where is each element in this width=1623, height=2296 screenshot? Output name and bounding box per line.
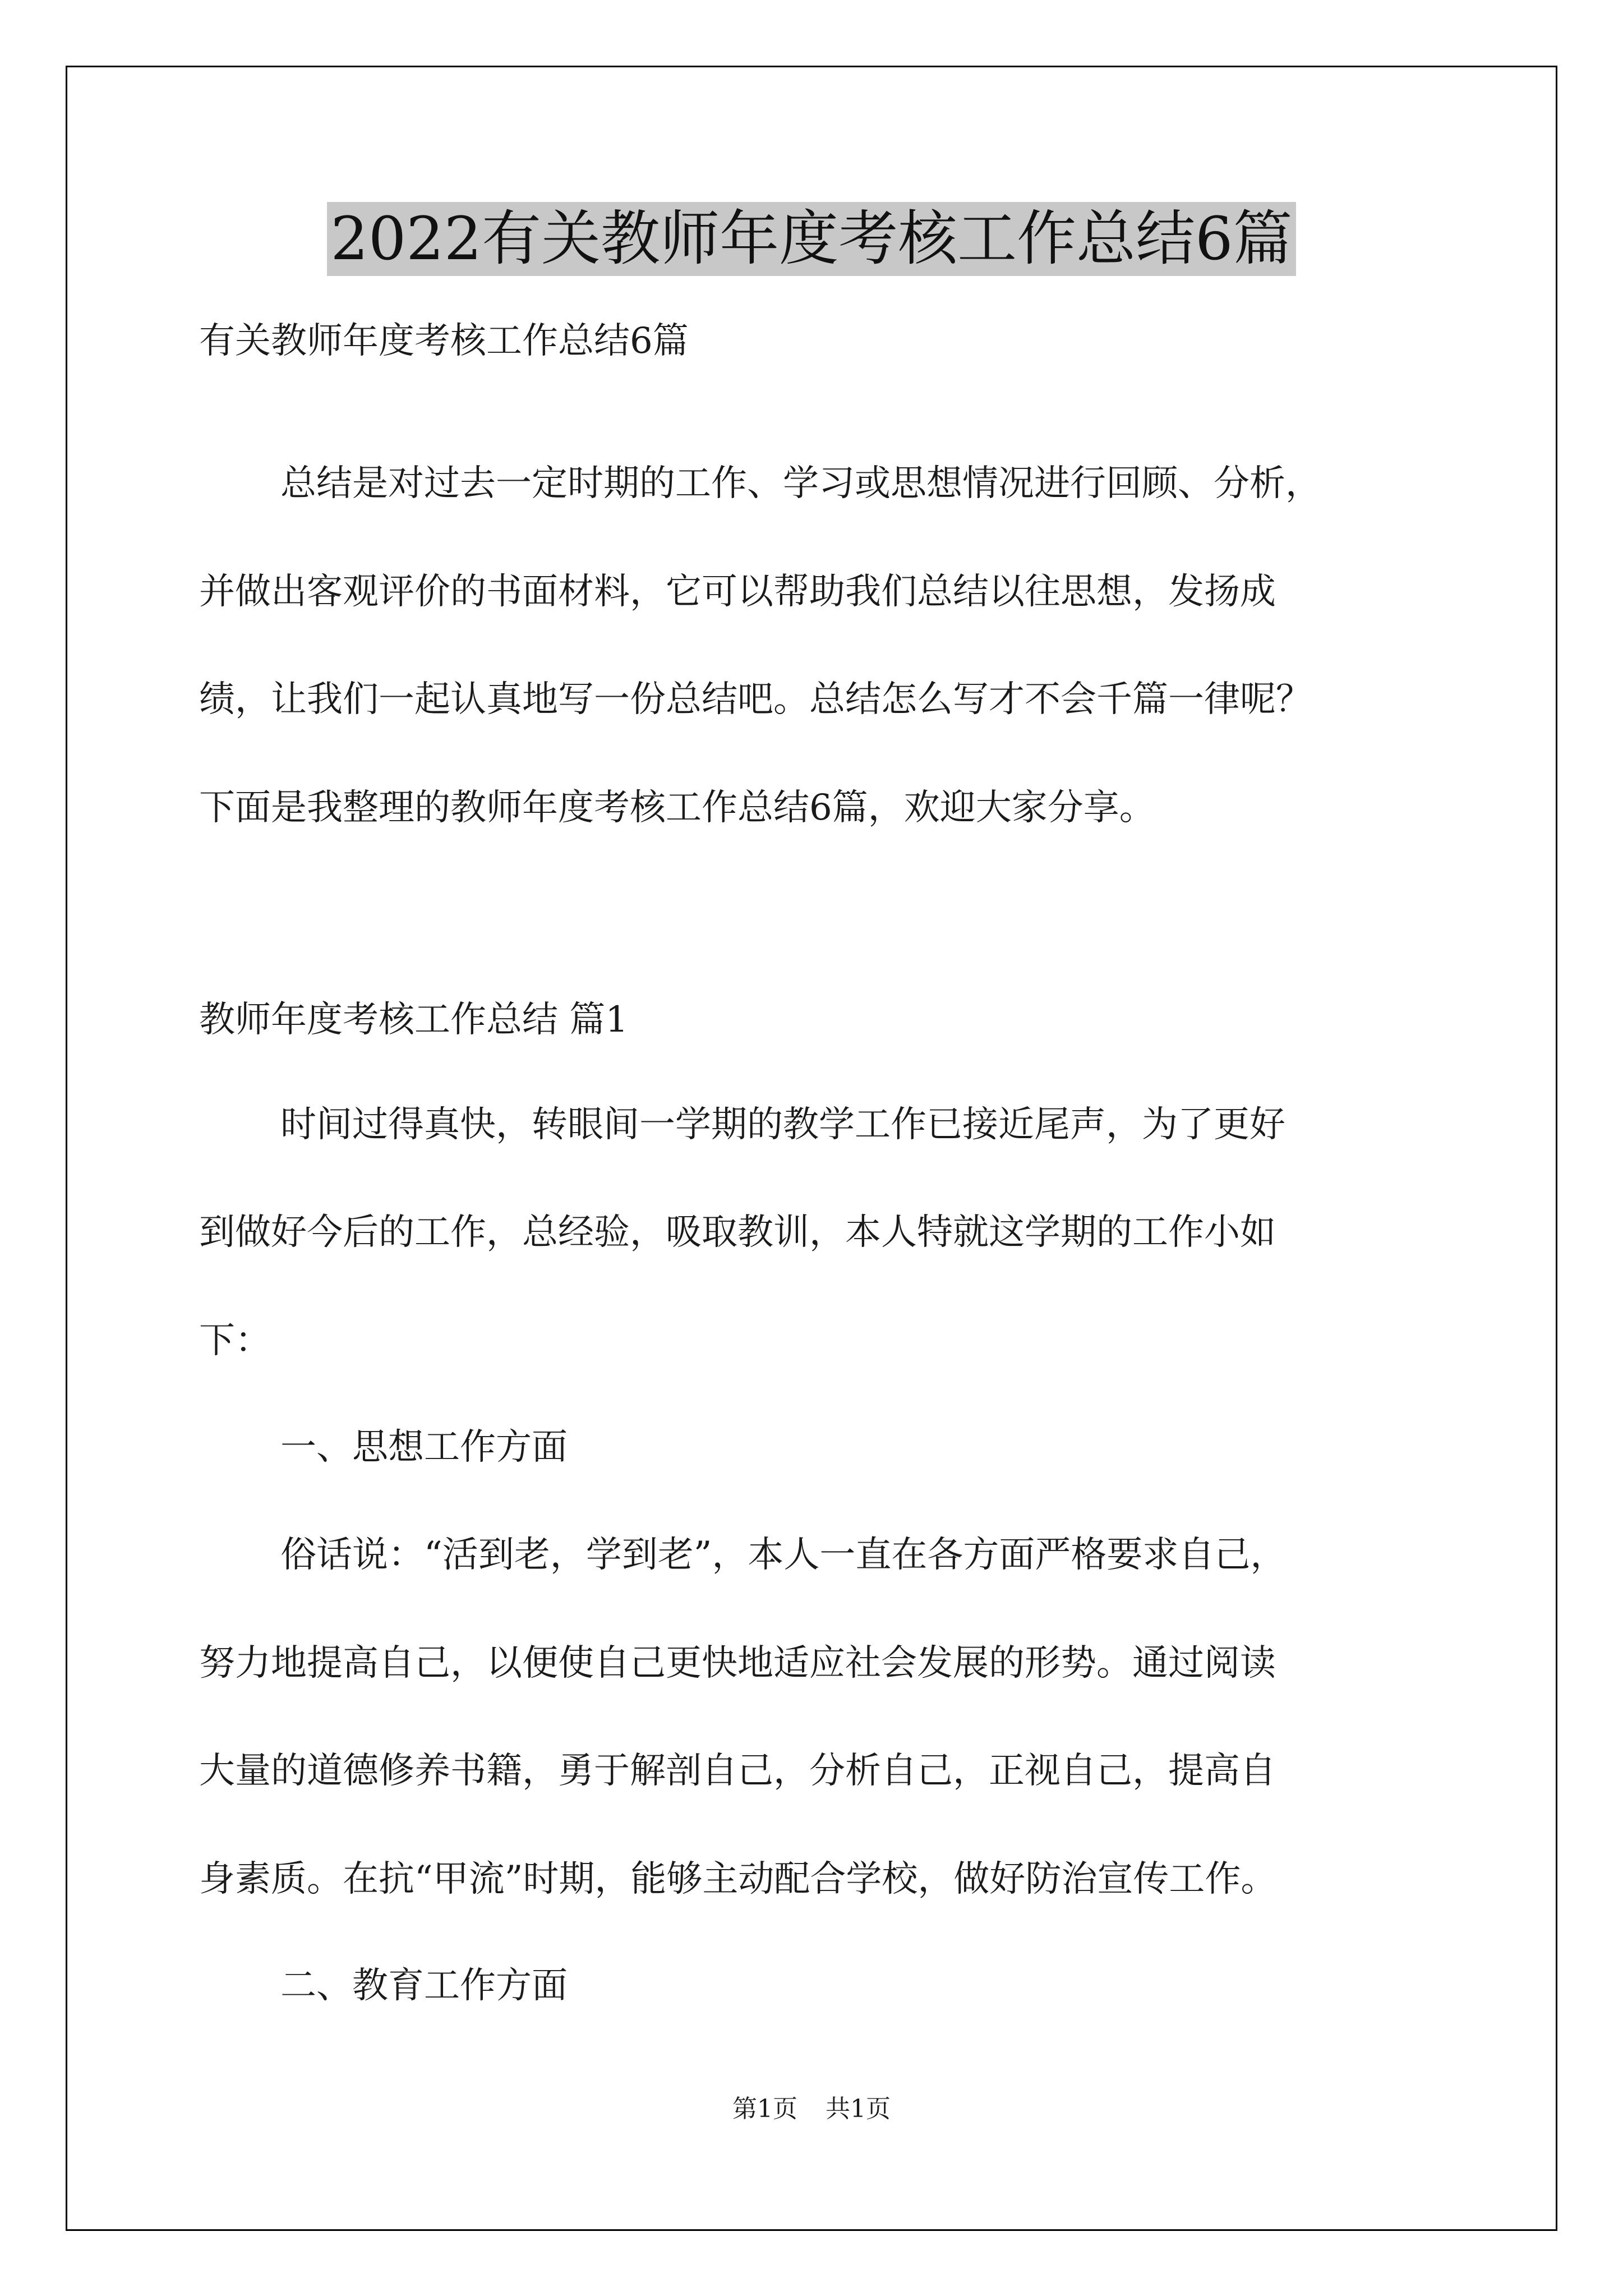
paragraph-line: 绩，让我们一起认真地写一份总结吧。总结怎么写才不会千篇一律呢？ [199, 679, 1312, 720]
page-border [66, 66, 1557, 2231]
paragraph-line: 下面是我整理的教师年度考核工作总结6篇，欢迎大家分享。 [199, 787, 1155, 829]
page-total: 共1页 [826, 2095, 891, 2123]
subheading: 二、教育工作方面 [280, 1965, 568, 2007]
paragraph-line: 时间过得真快，转眼间一学期的教学工作已接近尾声，为了更好 [280, 1104, 1285, 1145]
subtitle-line: 有关教师年度考核工作总结6篇 [199, 320, 689, 362]
paragraph-line: 大量的道德修养书籍，勇于解剖自己，分析自己，正视自己，提高自 [199, 1750, 1276, 1792]
paragraph-line: 下： [199, 1320, 271, 1361]
document-title: 2022有关教师年度考核工作总结6篇 [327, 202, 1295, 276]
paragraph-line: 到做好今后的工作，总经验，吸取教训，本人特就这学期的工作小如 [199, 1212, 1276, 1253]
section-heading: 教师年度考核工作总结 篇1 [199, 999, 629, 1041]
paragraph-line: 身素质。在抗“甲流”时期，能够主动配合学校，做好防治宣传工作。 [199, 1858, 1277, 1900]
paragraph-line: 俗话说：“活到老，学到老”，本人一直在各方面严格要求自己， [280, 1534, 1287, 1576]
title-container [0, 202, 1623, 276]
paragraph-line: 努力地提高自己，以便使自己更快地适应社会发展的形势。通过阅读 [199, 1642, 1276, 1684]
subheading: 一、思想工作方面 [280, 1427, 568, 1468]
paragraph-line: 并做出客观评价的书面材料，它可以帮助我们总结以往思想，发扬成 [199, 571, 1276, 613]
page-number: 第1页 [732, 2095, 797, 2123]
page-footer [0, 2093, 1623, 2125]
paragraph-line: 总结是对过去一定时期的工作、学习或思想情况进行回顾、分析， [280, 463, 1321, 504]
